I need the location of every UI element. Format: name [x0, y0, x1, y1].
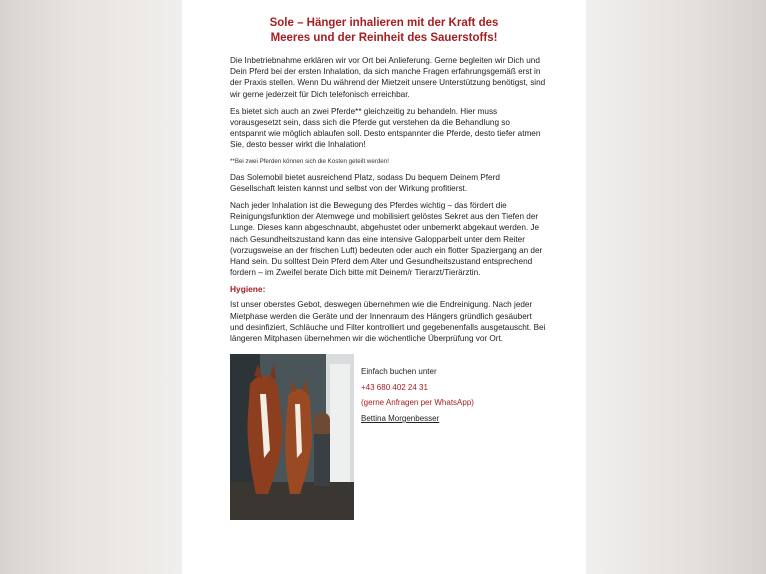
background-left: [0, 0, 182, 574]
paragraph-two-horses: Es bietet sich auch an zwei Pferde** gleichzeitig zu behandeln. Hier muss vorausgesetzt sein, dass sich die Pferde gut verstehen da die Behandlung so entspannt wie möglich ablaufen soll. Desto entspannter die Pferde, desto tiefer atmen Sie, desto besser wirkt die Inhalation!: [230, 106, 541, 150]
paragraph-movement: Nach jeder Inhalation ist die Bewegung des Pferdes wichtig – das fördert die Reinigungsfunktion der Atemwege und mobilisiert gelöstes Sekret aus den Tiefen der Lunge. Dieses kann abgeschnaubt, abgehustet oder unbemerkt abgekaut werden. Je nach Gesundheitszustand kann das eine intensive Galopparbeit unter dem Reiter (vorzugsweise an der frischen Luft) bedeuten oder auch ein flotter Spaziergang an der Hand sein. Du solltest Dein Pferd dem Alter und Gesundheitszustand entsprechend fordern – im Zweifel berate Dich bitte mit Deinem/r Tierarzt/Tierärztin.: [230, 201, 543, 278]
paragraph-intro: Die Inbetriebnahme erklären wir vor Ort bei Anlieferung. Gerne begleiten wir Dich und Dein Pferd bei der ersten Inhalation, da sich manche Fragen erfahrungsgemäß erst in der Praxis stellen. Wenn Du während der Mietzeit unsere Unterstützung benötigst, sind wir gerne jederzeit für Dich telefonisch erreichbar.: [230, 56, 546, 99]
contact-section: [230, 354, 546, 520]
horses-photo: [230, 354, 354, 520]
paragraph-hygiene: Ist unser oberstes Gebot, deswegen übernehmen wie die Endreinigung. Nach jeder Mietphase werden die Geräte und der Innenraum des Hängers gründlich gesäubert und desinfiziert, Schläuche und Filter kontrolliert und gegebenenfalls ausgetauscht. Bei längeren Mitphasen übernehmen wir die wöchentliche Überprüfung vor Ort.: [230, 300, 546, 344]
contact-info: [361, 354, 474, 520]
title-line-2: Meeres und der Reinheit des Sauerstoffs!: [270, 32, 498, 44]
footnote: **Bei zwei Pferden können sich die Kosten geteilt werden!: [230, 157, 389, 165]
background-right: [586, 0, 766, 574]
paragraph-space: Das Solemobil bietet ausreichend Platz, sodass Du bequem Deinem Pferd Gesellschaft leisten kannst und selbst von der Wirkung profitierst.: [230, 172, 500, 193]
document-page: [182, 0, 586, 574]
whatsapp-note: (gerne Anfragen per WhatsApp): [361, 398, 474, 408]
document-body: [230, 55, 546, 520]
hygiene-heading: Hygiene:: [230, 284, 266, 295]
page-title: [202, 16, 566, 46]
phone-link[interactable]: +43 680 402 24 31: [361, 382, 428, 392]
title-line-1: Sole – Hänger inhalieren mit der Kraft des: [269, 17, 499, 29]
booking-intro: Einfach buchen unter: [361, 367, 437, 377]
contact-name-link[interactable]: Bettina Morgenbesser: [361, 414, 440, 424]
horses-illustration: [230, 354, 354, 520]
